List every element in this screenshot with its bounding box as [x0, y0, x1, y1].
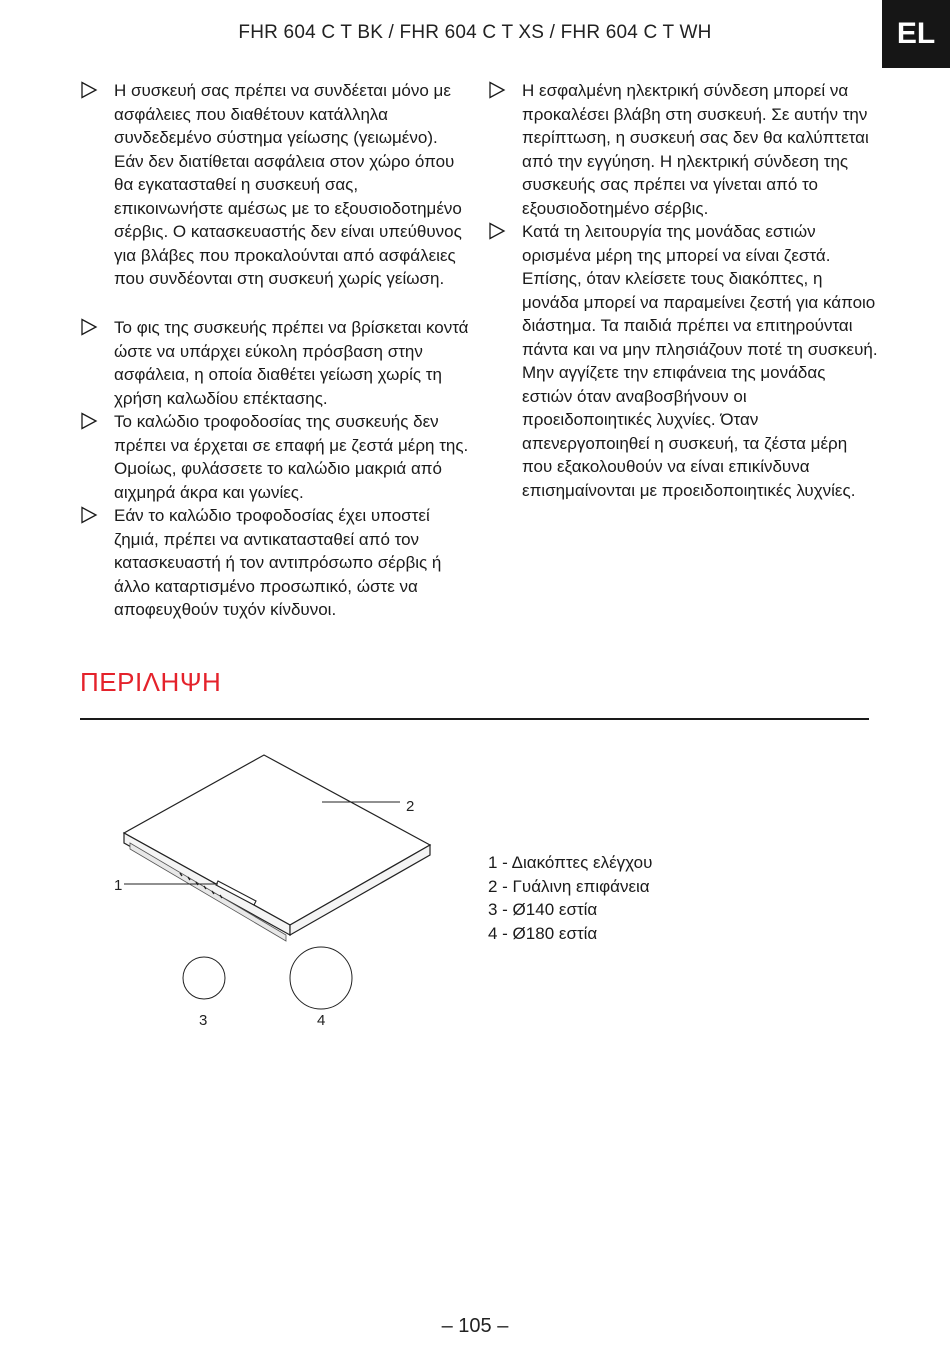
- safety-item: [80, 316, 470, 410]
- hob-diagram: [100, 745, 440, 1045]
- safety-item: [80, 504, 470, 622]
- legend-item: 4 - Ø180 εστία: [488, 923, 598, 943]
- legend-item: 2 - Γυάλινη επιφάνεια: [488, 876, 650, 896]
- page-number: – 105 –: [441, 1315, 509, 1337]
- triangle-bullet-icon: [488, 81, 506, 99]
- callout-label-3: 3: [199, 1012, 208, 1029]
- section-divider: [80, 718, 869, 720]
- left-column: [80, 79, 470, 622]
- burner-140-icon: [183, 957, 225, 999]
- callout-label-2: 2: [406, 798, 415, 815]
- triangle-bullet-icon: [488, 222, 506, 240]
- triangle-bullet-icon: [80, 506, 98, 524]
- triangle-bullet-icon: [80, 81, 98, 99]
- safety-item: [80, 410, 470, 504]
- safety-text: Το καλώδιο τροφοδοσίας της συσκευής δεν πρέπει να έρχεται σε επαφή με ζεστά μέρη της. Ομοίως, φυλάσσετε το καλώδιο μακριά από αιχμηρά άκρα και γωνίες.: [114, 412, 469, 502]
- right-column: [488, 79, 878, 502]
- triangle-bullet-icon: [80, 412, 98, 430]
- callout-label-1: 1: [114, 877, 123, 894]
- safety-item: [80, 79, 470, 316]
- safety-item: [488, 220, 878, 502]
- legend-item: 1 - Διακόπτες ελέγχου: [488, 853, 653, 872]
- safety-text: Το φις της συσκευής πρέπει να βρίσκεται κοντά ώστε να υπάρχει εύκολη πρόσβαση στην ασφάλεια, η οποία διαθέτει γείωση χωρίς τη χρήση καλωδίου επέκτασης.: [114, 318, 469, 408]
- safety-text: Η συσκευή σας πρέπει να συνδέεται μόνο με ασφάλειες που διαθέτουν κατάλληλα συνδεδεμένο σύστημα γείωσης (γειωμένο). Εάν δεν διατίθεται ασφάλεια στον χώρο όπου θα εγκατασταθεί η συσκευή σας, επικοινωνήστε αμέσως με το εξουσιοδοτημένο σέρβις. Ο κατασκευαστής δεν είναι υπεύθυνος για βλάβες που προκαλούνται από ασφάλειες που συνδέονται στη συσκευή χωρίς γείωση.: [114, 81, 462, 288]
- safety-text: Κατά τη λειτουργία της μονάδας εστιών ορισμένα μέρη της μπορεί να είναι ζεστά. Επίσης, όταν κλείσετε τους διακόπτες, η μονάδα μπορεί να παραμείνει ζεστή για κάποιο διάστημα. Τα παιδιά πρέπει να επιτηρούνται πάντα και να μην πλησιάζουν ποτέ τη συσκευή. Μην αγγίζετε την επιφάνεια της μονάδας εστιών όταν αναβοσβήνουν οι προειδοποιητικές λυχνίες. Όταν απενεργοποιηθεί η συσκευή, τα ζέστα μέρη που εξακολουθούν να είναι επικίνδυνα επισημαίνονται με προειδοποιητικές λυχνίες.: [522, 222, 878, 500]
- document-title: FHR 604 C T BK / FHR 604 C T XS / FHR 604 C T WH: [238, 22, 712, 43]
- callout-label-4: 4: [317, 1012, 326, 1029]
- safety-text: Εάν το καλώδιο τροφοδοσίας έχει υποστεί ζημιά, πρέπει να αντικατασταθεί από τον κατασκευαστή ή τον αντιπρόσωπο σέρβις ή άλλο καταρτισμένο προσωπικό, ώστε να αποφευχθούν τυχόν κίνδυνοι.: [114, 506, 442, 619]
- safety-text: Η εσφαλμένη ηλεκτρική σύνδεση μπορεί να προκαλέσει βλάβη στη συσκευή. Σε αυτήν την περίπτωση, η συσκευή σας δεν θα καλύπτεται από την εγγύηση. Η ηλεκτρική σύνδεση της συσκευής σας πρέπει να γίνεται από το εξουσιοδοτημένο σέρβις.: [522, 81, 869, 218]
- burner-180-icon: [290, 947, 352, 1009]
- legend-item: 3 - Ø140 εστία: [488, 900, 598, 919]
- language-badge: EL: [882, 0, 950, 68]
- triangle-bullet-icon: [80, 318, 98, 336]
- diagram-legend: [488, 851, 652, 945]
- glass-surface: [124, 755, 430, 925]
- safety-item: [488, 79, 878, 220]
- section-title: ΠΕΡΙΛΗΨΗ: [80, 667, 222, 697]
